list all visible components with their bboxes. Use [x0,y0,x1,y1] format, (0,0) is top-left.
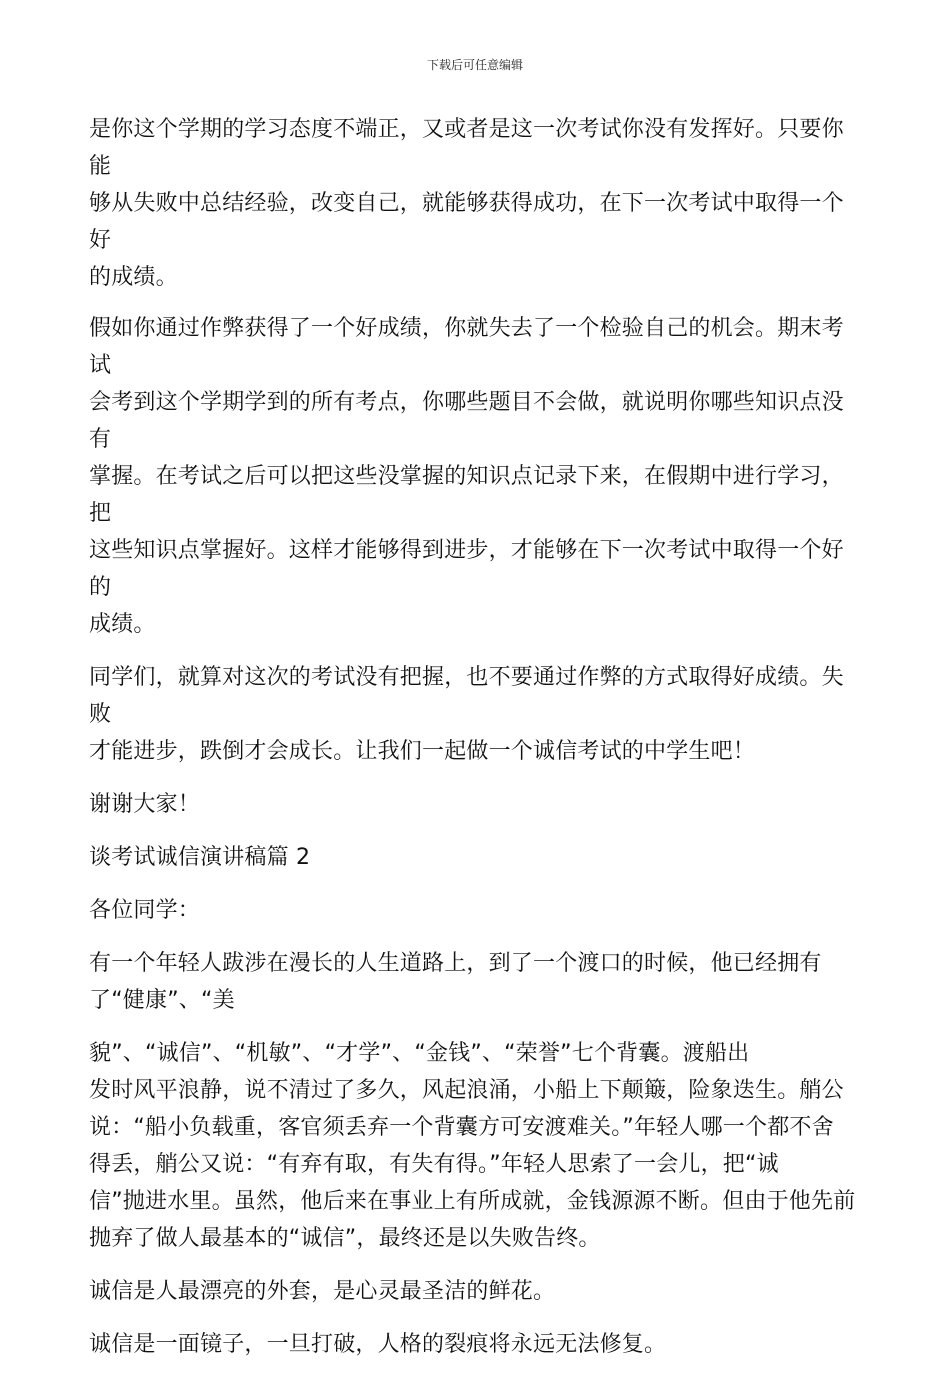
text-line: 说：“船小负载重，客官须丢弃一个背囊方可安渡难关。”年轻人哪一个都不舍 [89,1115,834,1140]
text-line: 诚信是人最漂亮的外套，是心灵最圣洁的鲜花。 [89,1279,556,1304]
text-line: 信”抛进水里。虽然，他后来在事业上有所成就，金钱源源不断。但由于他先前 [89,1189,856,1214]
text-line: 假如你通过作弊获得了一个好成绩，你就失去了一个检验自己的机会。期末考试 [89,316,844,378]
text-line: 各位同学： [89,898,201,923]
text-line: 的成绩。 [89,265,178,290]
text-line: 同学们，就算对这次的考试没有把握，也不要通过作弊的方式取得好成绩。失败 [89,665,844,727]
text-line: 谢谢大家！ [89,792,201,817]
salutation [89,892,865,929]
paragraph-story [89,1035,865,1257]
paragraph-3 [89,659,865,770]
text-line: 才能进步，跌倒才会成长。让我们一起做一个诚信考试的中学生吧！ [89,739,756,764]
text-line: 够从失败中总结经验，改变自己，就能够获得成功，在下一次考试中取得一个好 [89,191,844,253]
paragraph-honesty-1 [89,1273,865,1310]
text-line: 了“健康”、“美 [89,988,235,1013]
text-line: 这些知识点掌握好。这样才能够得到进步，才能够在下一次考试中取得一个好的 [89,538,844,600]
paragraph-2 [89,310,865,643]
text-line: 会考到这个学期学到的所有考点，你哪些题目不会做，就说明你哪些知识点没有 [89,390,844,452]
section-title [89,839,865,876]
document-body [89,111,865,1379]
page-header-note: 下载后可任意编辑 [426,58,523,72]
text-line: 貌”、“诚信”、“机敏”、“才学”、“金钱”、“荣誉”七个背囊。渡船出 [89,1041,750,1066]
text-line: 谈考试诚信演讲稿篇 2 [89,845,311,870]
text-line: 有一个年轻人跋涉在漫长的人生道路上，到了一个渡口的时候，他已经拥有 [89,951,822,976]
paragraph-story-intro [89,945,865,1019]
paragraph-honesty-2 [89,1326,865,1363]
text-line: 得丢，艄公又说：“有弃有取，有失有得。”年轻人思索了一会儿，把“诚 [89,1152,779,1177]
text-line: 抛弃了做人最基本的“诚信”，最终还是以失败告终。 [89,1226,601,1251]
text-line: 是你这个学期的学习态度不端正，又或者是这一次考试你没有发挥好。只要你能 [89,117,844,179]
paragraph-1 [89,111,865,296]
text-line: 成绩。 [89,612,156,637]
text-line: 发时风平浪静，说不清过了多久，风起浪涌，小船上下颠簸，险象迭生。艄公 [89,1078,844,1103]
thanks-line [89,786,865,823]
text-line: 诚信是一面镜子，一旦打破，人格的裂痕将永远无法修复。 [89,1332,667,1357]
text-line: 掌握。在考试之后可以把这些没掌握的知识点记录下来，在假期中进行学习，把 [89,464,844,526]
